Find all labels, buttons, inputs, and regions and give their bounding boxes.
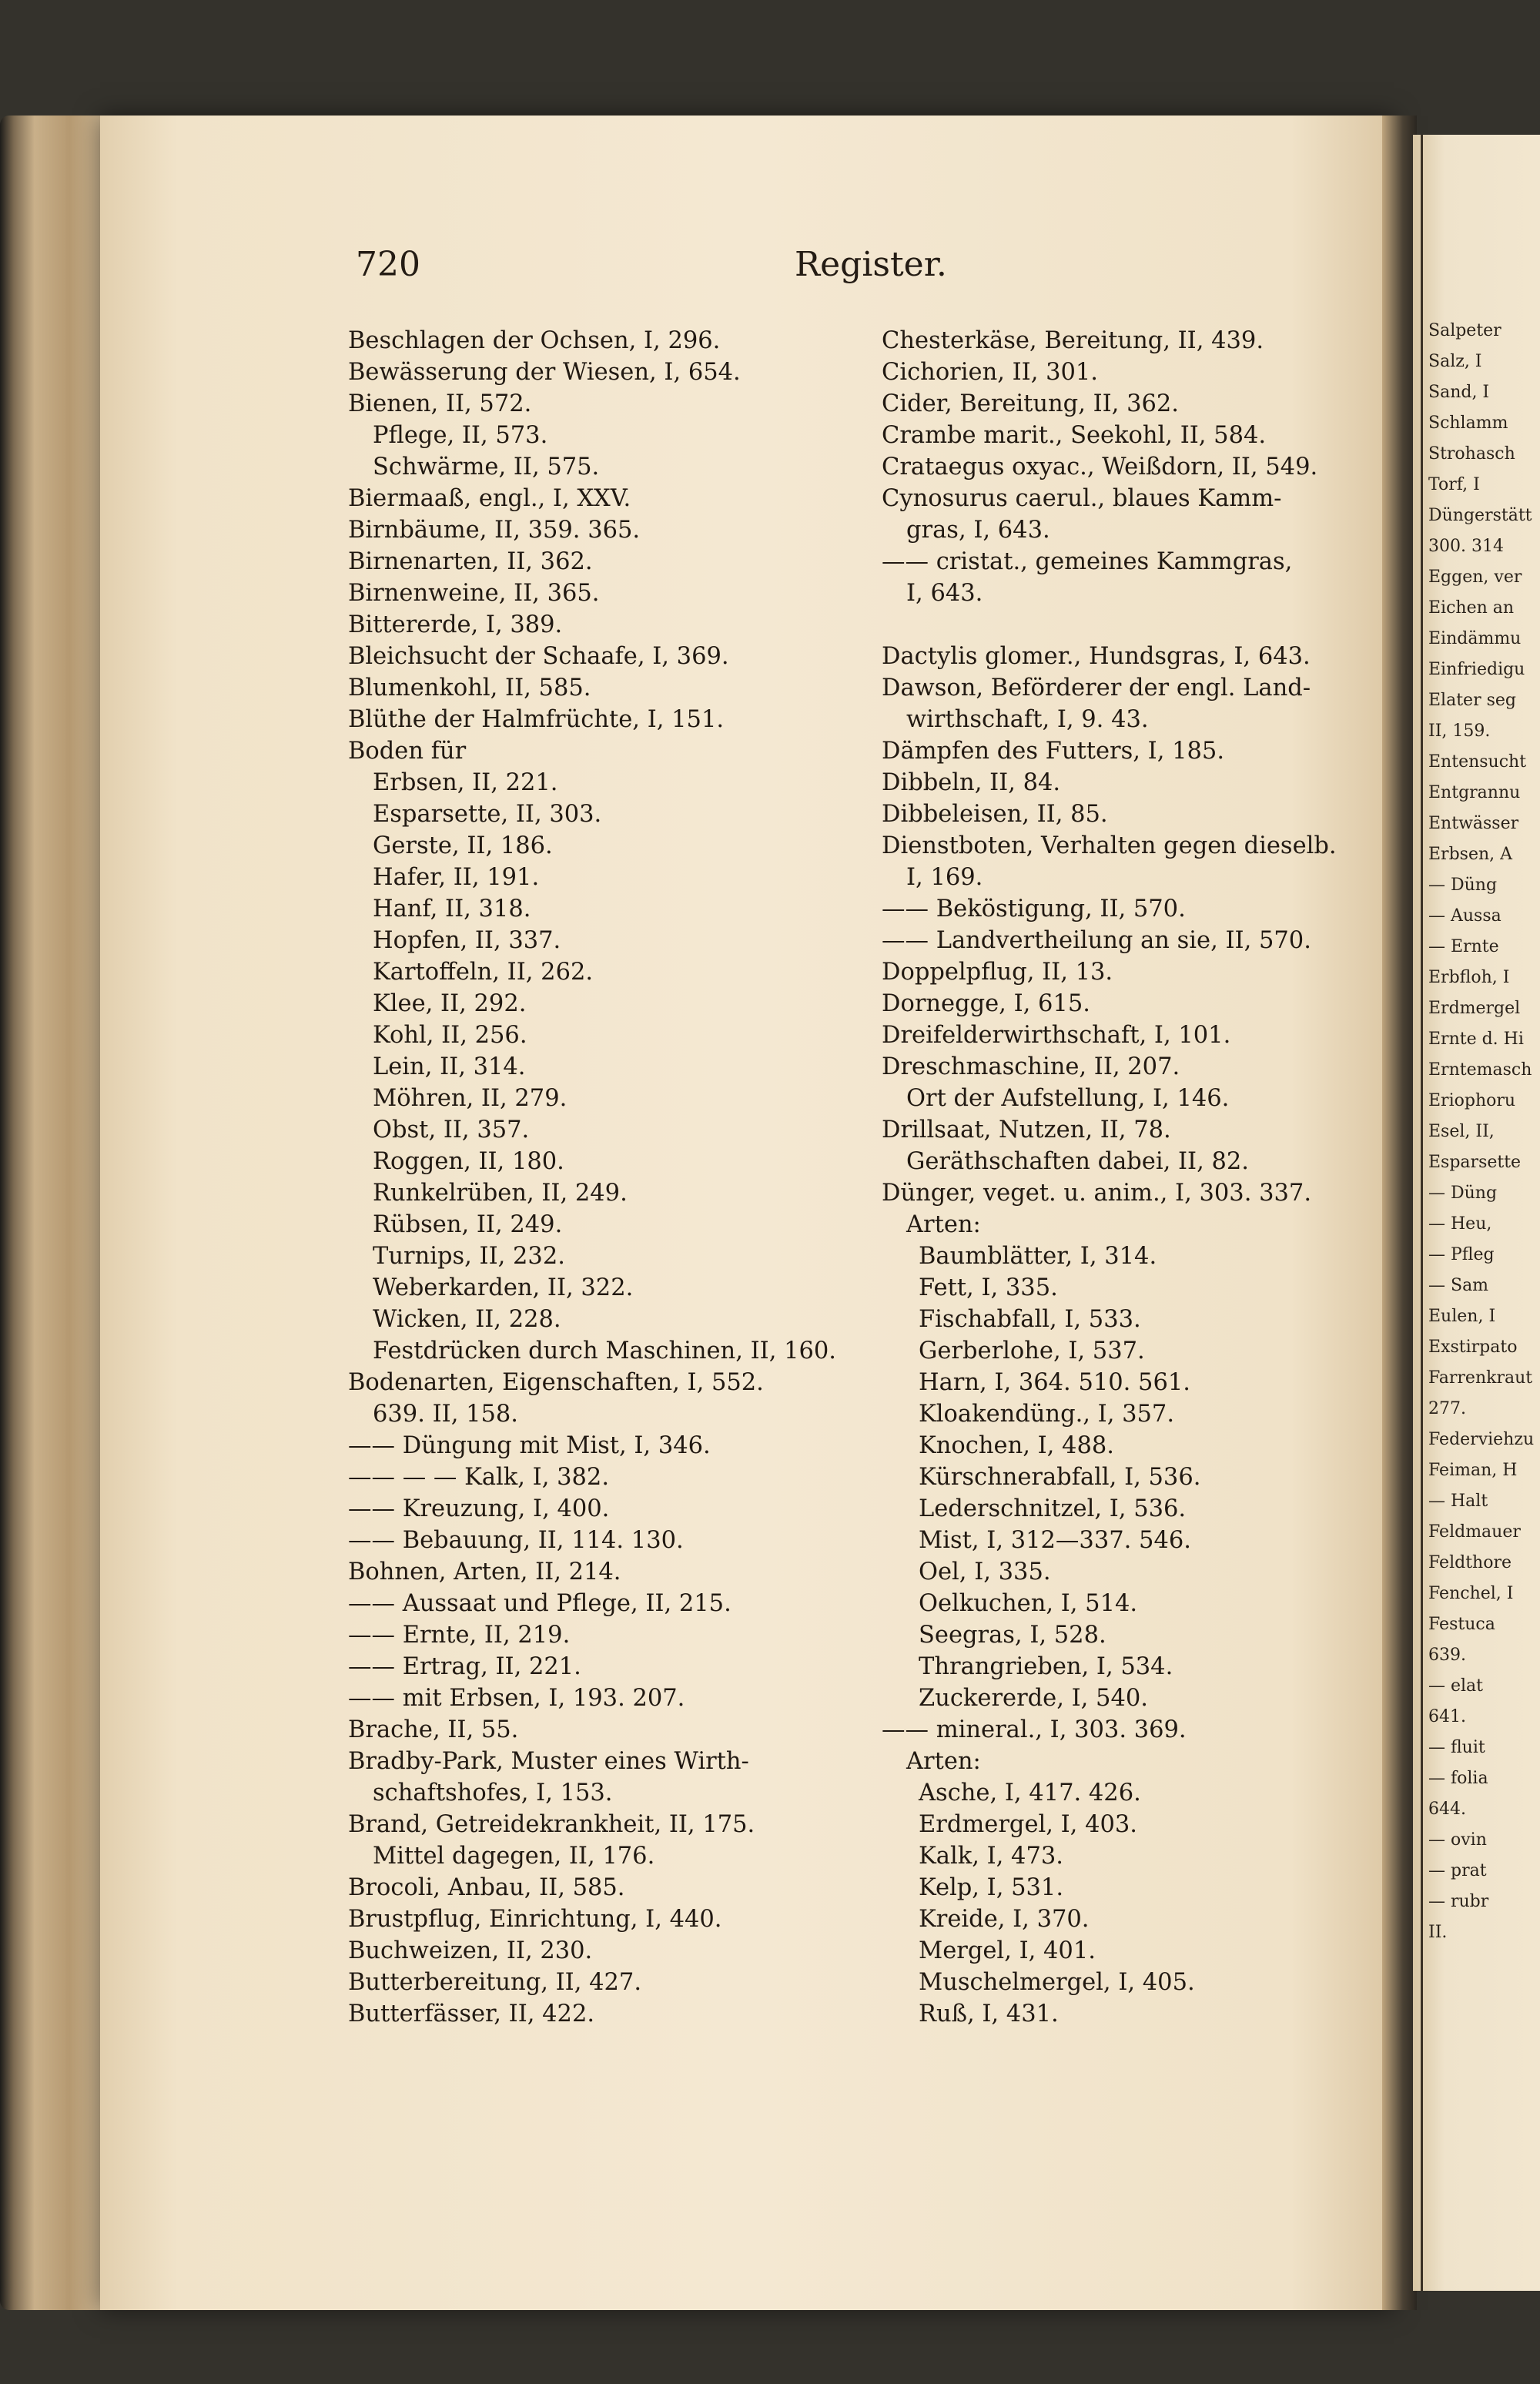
index-entry: Kürschnerabfall, I, 536. [919, 1464, 1201, 1491]
next-page-snippet: — rubr [1428, 1892, 1489, 1911]
index-entry: —— Ertrag, II, 221. [348, 1653, 581, 1680]
index-entry: Ruß, I, 431. [919, 2001, 1059, 2027]
index-entry: Dämpfen des Futters, I, 185. [882, 738, 1225, 765]
index-entry: Bienen, II, 572. [348, 390, 532, 417]
index-entry: Bradby-Park, Muster eines Wirth- [348, 1748, 749, 1775]
index-entry: Möhren, II, 279. [373, 1085, 567, 1112]
index-entry: Butterbereitung, II, 427. [348, 1969, 642, 1996]
next-page [1413, 135, 1540, 2291]
index-entry [882, 609, 1374, 641]
next-page-snippet: Feldmauer [1428, 1522, 1521, 1542]
index-entry: Birnenarten, II, 362. [348, 548, 593, 575]
index-entry: Fischabfall, I, 533. [919, 1306, 1141, 1333]
next-page-snippet: Elater seg [1428, 691, 1516, 710]
index-entry: Zuckererde, I, 540. [919, 1685, 1148, 1712]
index-entry: —— Aussaat und Pflege, II, 215. [348, 1590, 732, 1617]
next-page-snippet: II. [1428, 1923, 1448, 1942]
index-entry: —— mit Erbsen, I, 193. 207. [348, 1685, 685, 1712]
next-page-snippet: Ernte d. Hi [1428, 1030, 1524, 1049]
index-entry: Dibbeleisen, II, 85. [882, 801, 1108, 828]
next-page-snippet: — fluit [1428, 1738, 1485, 1757]
index-entry: Gerste, II, 186. [373, 832, 553, 859]
index-entry: Obst, II, 357. [373, 1117, 530, 1143]
next-page-snippet: Eriophoru [1428, 1091, 1516, 1110]
next-page-snippet: — Düng [1428, 1184, 1498, 1203]
next-page-snippet: Entwässer [1428, 814, 1519, 833]
index-entry: Harn, I, 364. 510. 561. [919, 1369, 1190, 1396]
index-entry: Blumenkohl, II, 585. [348, 675, 591, 701]
index-entry: Bewässerung der Wiesen, I, 654. [348, 359, 741, 386]
index-entry: Dornegge, I, 615. [882, 990, 1090, 1017]
next-page-snippet: Exstirpato [1428, 1338, 1518, 1357]
next-page-snippet: Torf, I [1428, 475, 1480, 494]
next-page-snippet: 277. [1428, 1399, 1466, 1418]
index-entry: schaftshofes, I, 153. [373, 1780, 613, 1806]
index-entry: —— mineral., I, 303. 369. [882, 1716, 1187, 1743]
next-page-snippet: — Sam [1428, 1276, 1489, 1295]
index-entry: Beschlagen der Ochsen, I, 296. [348, 327, 721, 354]
index-entry: Erbsen, II, 221. [373, 769, 558, 796]
index-entry: Erdmergel, I, 403. [919, 1811, 1137, 1838]
index-entry: Klee, II, 292. [373, 990, 527, 1017]
next-page-snippet: Strohasch [1428, 444, 1515, 464]
next-page-snippet: Farrenkraut [1428, 1368, 1533, 1388]
index-entry: Oel, I, 335. [919, 1559, 1051, 1585]
index-entry: Esparsette, II, 303. [373, 801, 602, 828]
next-page-snippet: Einfriedigu [1428, 660, 1525, 679]
next-page-snippet: Eulen, I [1428, 1307, 1496, 1326]
index-entry: Brocoli, Anbau, II, 585. [348, 1874, 625, 1901]
index-entry: Pflege, II, 573. [373, 422, 548, 449]
index-entry: Bittererde, I, 389. [348, 611, 563, 638]
page-number: 720 [356, 245, 420, 284]
index-column-right [882, 325, 1374, 2030]
next-page-snippet: — elat [1428, 1676, 1484, 1696]
index-entry: Wicken, II, 228. [373, 1306, 561, 1333]
index-entry: Lederschnitzel, I, 536. [919, 1495, 1187, 1522]
index-entry: Rübsen, II, 249. [373, 1211, 563, 1238]
next-page-snippet: Feiman, H [1428, 1461, 1518, 1480]
index-entry: Bleichsucht der Schaafe, I, 369. [348, 643, 729, 670]
next-page-snippet: Esel, II, [1428, 1122, 1495, 1141]
index-entry: Dawson, Beförderer der engl. Land- [882, 675, 1311, 701]
index-entry: Dünger, veget. u. anim., I, 303. 337. [882, 1180, 1312, 1207]
next-page-snippet: Feldthore [1428, 1553, 1512, 1572]
index-entry: Kalk, I, 473. [919, 1843, 1063, 1870]
index-entry: Hanf, II, 318. [373, 896, 531, 922]
index-entry: Biermaaß, engl., I, XXV. [348, 485, 631, 512]
index-entry: Festdrücken durch Maschinen, II, 160. [373, 1338, 836, 1364]
index-entry: Kohl, II, 256. [373, 1022, 527, 1049]
index-entry: Brand, Getreidekrankheit, II, 175. [348, 1811, 755, 1838]
next-page-snippet: Erntemasch [1428, 1060, 1532, 1080]
index-entry: Dienstboten, Verhalten gegen dieselb. [882, 832, 1337, 859]
index-entry: Cichorien, II, 301. [882, 359, 1098, 386]
index-entry: Mergel, I, 401. [919, 1937, 1096, 1964]
index-entry: Thrangrieben, I, 534. [919, 1653, 1173, 1680]
index-entry: Mittel dagegen, II, 176. [373, 1843, 655, 1870]
next-page-snippet: Eichen an [1428, 598, 1515, 618]
index-entry: Birnbäume, II, 359. 365. [348, 517, 641, 544]
index-entry: —— cristat., gemeines Kammgras, [882, 548, 1293, 575]
next-page-snippet: — Düng [1428, 876, 1498, 895]
next-page-snippet: II, 159. [1428, 722, 1491, 741]
next-page-snippet: — Ernte [1428, 937, 1499, 956]
index-entry: Runkelrüben, II, 249. [373, 1180, 628, 1207]
index-entry: —— Landvertheilung an sie, II, 570. [882, 927, 1311, 954]
gutter [1382, 116, 1417, 2310]
index-entry: 639. II, 158. [373, 1401, 519, 1428]
index-entry: Weberkarden, II, 322. [373, 1274, 634, 1301]
index-entry: Roggen, II, 180. [373, 1148, 564, 1175]
index-entry: Dreschmaschine, II, 207. [882, 1053, 1180, 1080]
index-entry: Turnips, II, 232. [373, 1243, 565, 1270]
next-page-snippet: Eindämmu [1428, 629, 1522, 648]
index-entry: Asche, I, 417. 426. [919, 1780, 1141, 1806]
index-entry: Butterfässer, II, 422. [348, 2001, 595, 2027]
index-entry: Drillsaat, Nutzen, II, 78. [882, 1117, 1171, 1143]
next-page-snippet: 641. [1428, 1707, 1466, 1726]
next-page-snippet: Erbsen, A [1428, 845, 1513, 864]
index-entry: Cider, Bereitung, II, 362. [882, 390, 1179, 417]
index-entry: Boden für [348, 738, 467, 765]
index-entry: Hafer, II, 191. [373, 864, 540, 891]
index-entry: wirthschaft, I, 9. 43. [906, 706, 1149, 733]
next-page-snippet: Fenchel, I [1428, 1584, 1514, 1603]
next-page-snippet: 300. 314 [1428, 537, 1504, 556]
next-page-snippet: — prat [1428, 1861, 1487, 1880]
index-entry: Dreifelderwirthschaft, I, 101. [882, 1022, 1231, 1049]
next-page-snippet: Esparsette [1428, 1153, 1522, 1172]
index-entry: Arten: [906, 1211, 981, 1238]
next-page-snippet: Salz, I [1428, 352, 1482, 371]
next-page-snippet: — Aussa [1428, 906, 1502, 926]
next-page-snippet: Entgrannu [1428, 783, 1521, 802]
next-page-snippet: Erdmergel [1428, 999, 1521, 1018]
next-page-rule [1421, 135, 1423, 2291]
index-entry: Kartoffeln, II, 262. [373, 959, 594, 986]
next-page-snippet: — folia [1428, 1769, 1488, 1788]
index-entry: Hopfen, II, 337. [373, 927, 561, 954]
next-page-snippet: — ovin [1428, 1830, 1487, 1850]
index-entry: Geräthschaften dabei, II, 82. [906, 1148, 1249, 1175]
index-entry: —— Düngung mit Mist, I, 346. [348, 1432, 711, 1459]
index-entry: Arten: [906, 1748, 981, 1775]
index-entry: Kloakendüng., I, 357. [919, 1401, 1175, 1428]
index-entry: Bodenarten, Eigenschaften, I, 552. [348, 1369, 764, 1396]
index-entry: —— Ernte, II, 219. [348, 1622, 571, 1649]
index-entry: Muschelmergel, I, 405. [919, 1969, 1195, 1996]
index-entry: Chesterkäse, Bereitung, II, 439. [882, 327, 1264, 354]
next-page-snippet: 639. [1428, 1646, 1466, 1665]
index-entry: Oelkuchen, I, 514. [919, 1590, 1138, 1617]
index-entry: —— Beköstigung, II, 570. [882, 896, 1186, 922]
next-page-snippet: 644. [1428, 1800, 1466, 1819]
next-page-snippet: Festuca [1428, 1615, 1495, 1634]
index-entry: I, 169. [906, 864, 983, 891]
next-page-snippet: Sand, I [1428, 383, 1490, 402]
index-entry: Brache, II, 55. [348, 1716, 519, 1743]
index-entry: Birnenweine, II, 365. [348, 580, 600, 607]
index-entry: —— — — Kalk, I, 382. [348, 1464, 610, 1491]
next-page-snippet: Entensucht [1428, 752, 1527, 772]
index-entry: I, 643. [906, 580, 983, 607]
next-page-snippet-list [1428, 316, 1540, 1948]
page-title: Register. [795, 245, 947, 284]
next-page-snippet: Düngerstätt [1428, 506, 1532, 525]
index-entry: Dibbeln, II, 84. [882, 769, 1061, 796]
index-entry: Knochen, I, 488. [919, 1432, 1114, 1459]
next-page-snippet: Federviehzu [1428, 1430, 1535, 1449]
index-entry: Gerberlohe, I, 537. [919, 1338, 1145, 1364]
page-header [356, 245, 947, 291]
index-entry: —— Bebauung, II, 114. 130. [348, 1527, 684, 1554]
index-entry: Fett, I, 335. [919, 1274, 1058, 1301]
book-edge [0, 116, 116, 2310]
next-page-snippet: Schlamm [1428, 414, 1508, 433]
index-column-left [348, 325, 841, 2030]
index-entry: Seegras, I, 528. [919, 1622, 1106, 1649]
index-entry: Mist, I, 312—337. 546. [919, 1527, 1191, 1554]
index-entry: Dactylis glomer., Hundsgras, I, 643. [882, 643, 1311, 670]
index-entry: Kreide, I, 370. [919, 1906, 1090, 1933]
index-entry: Kelp, I, 531. [919, 1874, 1064, 1901]
index-entry: Cynosurus caerul., blaues Kamm- [882, 485, 1282, 512]
next-page-snippet: — Heu, [1428, 1214, 1492, 1234]
index-entry: Doppelpflug, II, 13. [882, 959, 1113, 986]
next-page-snippet: Eggen, ver [1428, 568, 1522, 587]
index-entry: Lein, II, 314. [373, 1053, 526, 1080]
index-entry: Blüthe der Halmfrüchte, I, 151. [348, 706, 725, 733]
index-entry: Ort der Aufstellung, I, 146. [906, 1085, 1230, 1112]
index-entry: Buchweizen, II, 230. [348, 1937, 593, 1964]
index-entry: Schwärme, II, 575. [373, 454, 600, 480]
index-entry: Bohnen, Arten, II, 214. [348, 1559, 621, 1585]
index-entry: Crataegus oxyac., Weißdorn, II, 549. [882, 454, 1318, 480]
index-entry: Baumblätter, I, 314. [919, 1243, 1157, 1270]
next-page-snippet: Erbfloh, I [1428, 968, 1510, 987]
next-page-snippet: — Halt [1428, 1492, 1488, 1511]
index-entry: gras, I, 643. [906, 517, 1050, 544]
index-entry: —— Kreuzung, I, 400. [348, 1495, 610, 1522]
index-entry: Brustpflug, Einrichtung, I, 440. [348, 1906, 722, 1933]
next-page-snippet: — Pfleg [1428, 1245, 1495, 1264]
index-entry: Crambe marit., Seekohl, II, 584. [882, 422, 1267, 449]
next-page-snippet: Salpeter [1428, 321, 1502, 340]
